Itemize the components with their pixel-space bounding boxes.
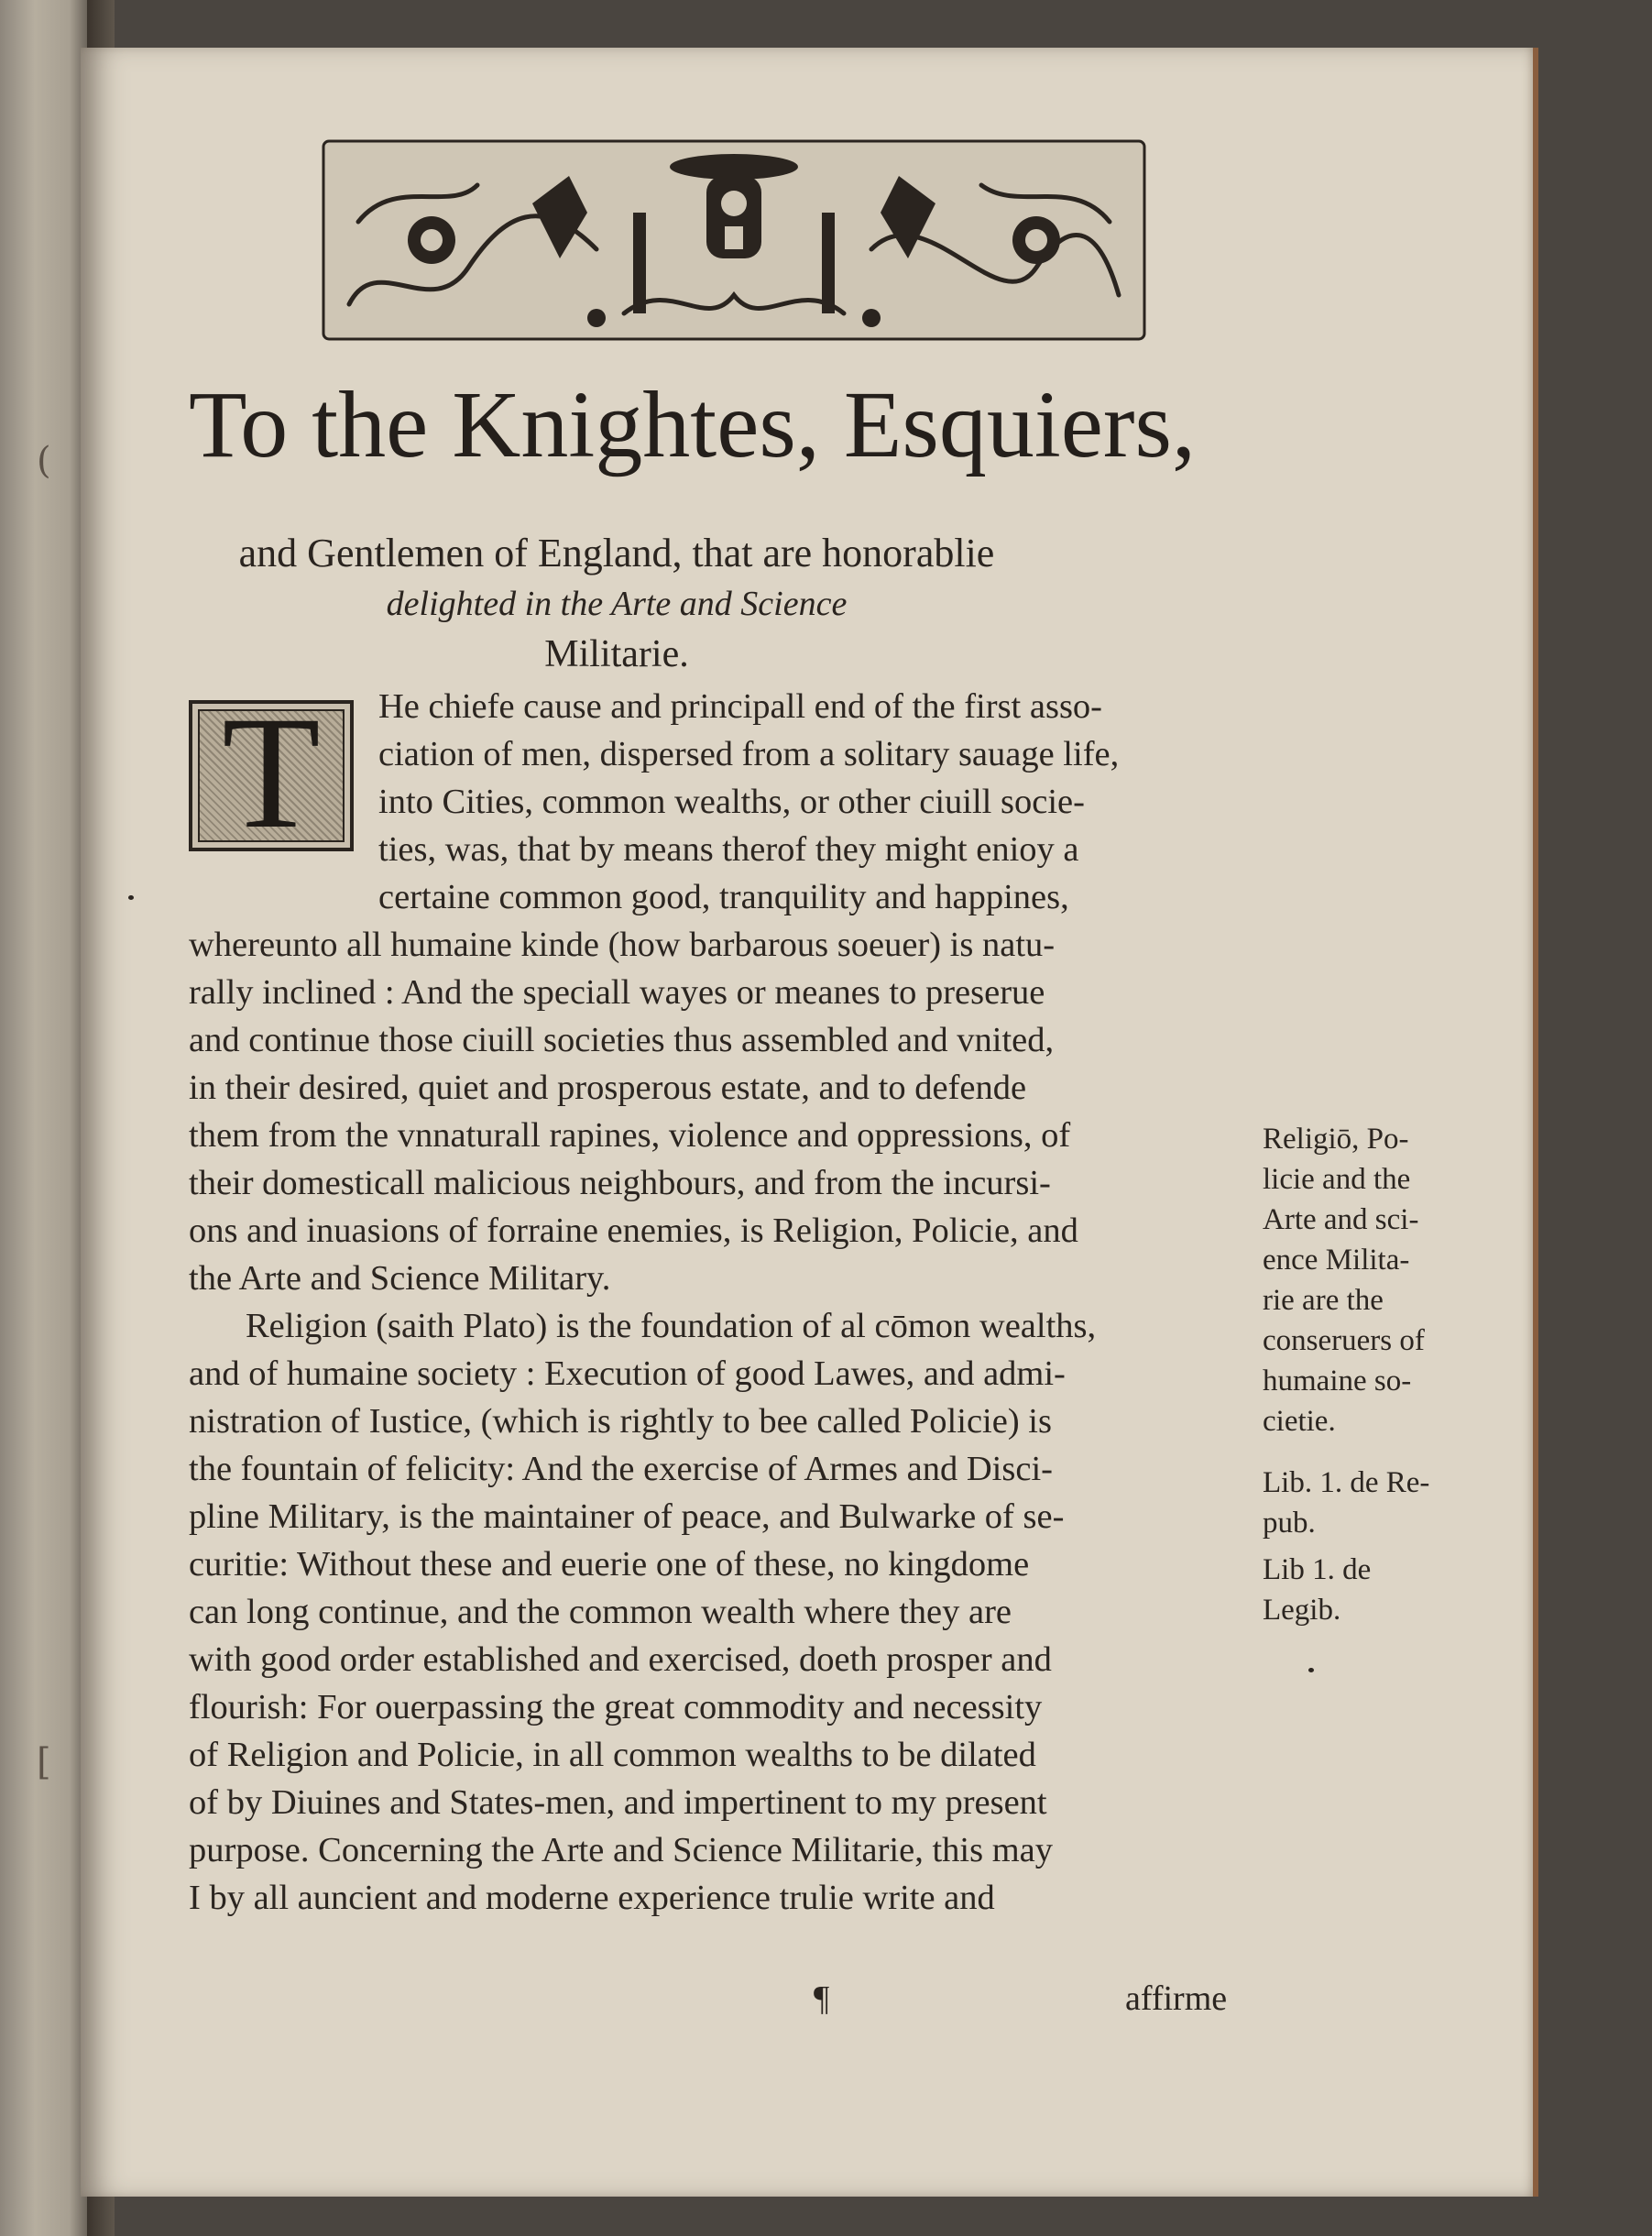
body-line: pline Military, is the maintainer of peace, and Bulwarke of se- bbox=[189, 1497, 1065, 1536]
body-line: of by Diuines and States-men, and impertinent to my present bbox=[189, 1783, 1047, 1822]
body-line: rally inclined : And the speciall wayes or meanes to preserue bbox=[189, 973, 1045, 1012]
page-title: To the Knightes, Esquiers, bbox=[188, 372, 1196, 477]
signature-mark: ¶ bbox=[814, 1979, 830, 2018]
body-line: curitie: Without these and euerie one of these, no kingdome bbox=[189, 1545, 1030, 1584]
subtitle-line-2: delighted in the Arte and Science bbox=[386, 585, 848, 623]
margin-note: Religiō, Po- bbox=[1263, 1123, 1409, 1156]
body-line: Religion (saith Plato) is the foundation of al cōmon wealths, bbox=[246, 1307, 1097, 1345]
body-line: them from the vnnaturall rapines, violence and oppressions, of bbox=[189, 1116, 1071, 1155]
decorated-initial bbox=[189, 684, 354, 862]
body-line: whereunto all humaine kinde (how barbarous soeuer) is natu- bbox=[189, 926, 1056, 964]
margin-note: Lib 1. de bbox=[1263, 1553, 1372, 1586]
margin-note: humaine so- bbox=[1263, 1365, 1412, 1398]
body-line: ons and inuasions of forraine enemies, is Religion, Policie, and bbox=[189, 1211, 1078, 1250]
body-line: flourish: For ouerpassing the great commodity and necessity bbox=[189, 1688, 1043, 1726]
body-line: in their desired, quiet and prosperous estate, and to defende bbox=[189, 1069, 1027, 1107]
margin-note: Legib. bbox=[1263, 1594, 1341, 1627]
body-line: nistration of Iustice, (which is rightly to bee called Policie) is bbox=[189, 1402, 1052, 1441]
book-page bbox=[81, 48, 1538, 2197]
body-line: ciation of men, dispersed from a solitary sauage life, bbox=[378, 735, 1120, 773]
body-line: He chiefe cause and principall end of the first asso- bbox=[378, 687, 1103, 726]
body-line: purpose. Concerning the Arte and Science Militarie, this may bbox=[189, 1831, 1054, 1869]
facing-page-mark: ( bbox=[37, 440, 51, 482]
body-line: and continue those ciuill societies thus assembled and vnited, bbox=[189, 1021, 1055, 1059]
margin-note: conseruers of bbox=[1263, 1324, 1425, 1357]
margin-note: Arte and sci- bbox=[1263, 1203, 1419, 1236]
ink-speck bbox=[128, 895, 134, 900]
margin-note: rie are the bbox=[1263, 1284, 1384, 1317]
body-line: the Arte and Science Military. bbox=[189, 1259, 611, 1298]
body-line: into Cities, common wealths, or other ciuill socie- bbox=[378, 783, 1085, 821]
facing-page-mark: [ bbox=[37, 1741, 51, 1783]
margin-note: pub. bbox=[1263, 1507, 1316, 1540]
margin-note: Lib. 1. de Re- bbox=[1263, 1466, 1430, 1499]
body-line: certaine common good, tranquility and happines, bbox=[378, 878, 1069, 916]
woodcut-headpiece-ornament-icon bbox=[322, 139, 1146, 341]
body-line: ties, was, that by means therof they might enioy a bbox=[378, 830, 1079, 869]
ink-speck bbox=[1308, 1668, 1314, 1672]
decorated-initial-letter: T bbox=[222, 684, 321, 862]
body-line: can long continue, and the common wealth where they are bbox=[189, 1593, 1012, 1631]
facing-page-edge bbox=[0, 0, 87, 2236]
subtitle-line-1: and Gentlemen of England, that are honorablie bbox=[238, 531, 995, 575]
subtitle-line-3: Militarie. bbox=[544, 633, 689, 675]
catchword: affirme bbox=[1125, 1979, 1228, 2018]
margin-note: licie and the bbox=[1263, 1163, 1411, 1196]
body-line: their domesticall malicious neighbours, and from the incursi- bbox=[189, 1164, 1051, 1202]
body-line: I by all auncient and moderne experience trulie write and bbox=[189, 1879, 995, 1917]
margin-note: ence Milita- bbox=[1263, 1244, 1410, 1277]
body-line: the fountain of felicity: And the exercise of Armes and Disci- bbox=[189, 1450, 1053, 1488]
margin-note: cietie. bbox=[1263, 1405, 1336, 1438]
body-line: and of humaine society : Execution of good Lawes, and admi- bbox=[189, 1354, 1066, 1393]
body-line: with good order established and exercised, doeth prosper and bbox=[189, 1640, 1052, 1679]
body-line: of Religion and Policie, in all common wealths to be dilated bbox=[189, 1736, 1036, 1774]
